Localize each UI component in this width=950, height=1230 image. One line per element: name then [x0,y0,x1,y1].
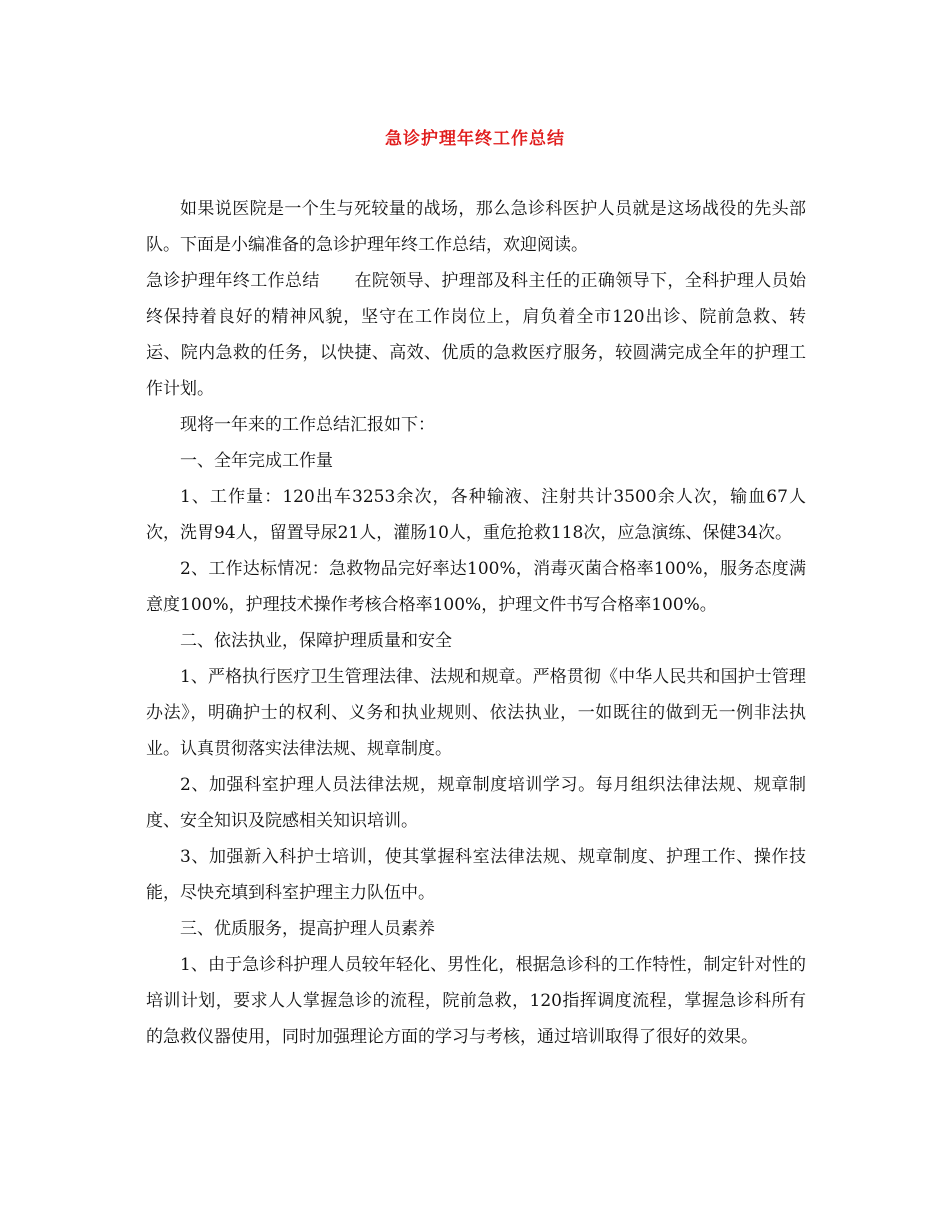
paragraph-overview: 急诊护理年终工作总结 在院领导、护理部及科主任的正确领导下，全科护理人员始终保持着良好的精神风貌，坚守在工作岗位上，肩负着全市120出诊、院前急救、转运、院内急救的任务，以快捷、高效、优质的急救医疗服务，较圆满完成全年的护理工作计划。 [146,271,806,399]
paragraph-compliance-1: 1、严格执行医疗卫生管理法律、法规和规章。严格贯彻《中华人民共和国护士管理办法》，明确护士的权利、义务和执业规则、依法执业，一如既往的做到无一例非法执业。认真贯彻落实法律法规、规章制度。 [146,667,806,759]
paragraph-workload-2: 2、工作达标情况：急救物品完好率达100%，消毒灭菌合格率100%，服务态度满意度100%，护理技术操作考核合格率100%，护理文件书写合格率100%。 [146,559,806,615]
paragraph-intro: 如果说医院是一个生与死较量的战场，那么急诊科医护人员就是这场战役的先头部队。下面是小编准备的急诊护理年终工作总结，欢迎阅读。 [146,199,806,255]
section-heading-compliance: 二、依法执业，保障护理质量和安全 [180,631,452,651]
document-body [146,191,806,1055]
document-title: 急诊护理年终工作总结 [385,129,565,149]
section-heading-workload: 一、全年完成工作量 [180,451,333,471]
paragraph-report-lead: 现将一年来的工作总结汇报如下： [180,415,435,435]
section-heading-service: 三、优质服务，提高护理人员素养 [180,919,435,939]
paragraph-service-1: 1、由于急诊科护理人员较年轻化、男性化，根据急诊科的工作特性，制定针对性的培训计划，要求人人掌握急诊的流程，院前急救，120指挥调度流程，掌握急诊科所有的急救仪器使用，同时加强理论方面的学习与考核，通过培训取得了很好的效果。 [146,955,806,1047]
paragraph-compliance-2: 2、加强科室护理人员法律法规，规章制度培训学习。每月组织法律法规、规章制度、安全知识及院感相关知识培训。 [146,775,806,831]
paragraph-compliance-3: 3、加强新入科护士培训，使其掌握科室法律法规、规章制度、护理工作、操作技能，尽快充填到科室护理主力队伍中。 [146,847,806,903]
paragraph-workload-1: 1、工作量：120出车3253余次，各种输液、注射共计3500余人次，输血67人次，洗胃94人，留置导尿21人，灌肠10人，重危抢救118次，应急演练、保健34次。 [146,487,806,543]
